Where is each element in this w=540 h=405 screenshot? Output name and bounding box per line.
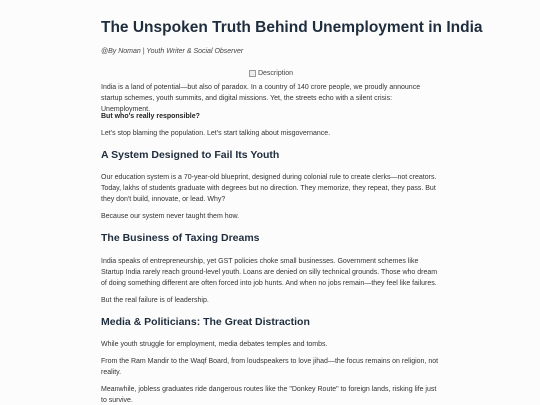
section-paragraph: From the Ram Mandir to the Waqf Board, from loudspeakers to love jihad—the focus remains on religion, not reality.: [101, 358, 439, 376]
image-alt-text: Description: [257, 70, 293, 77]
section-heading: The Business of Taxing Dreams: [101, 232, 260, 244]
section-paragraph: India speaks of entrepreneurship, yet GST policies choke small businesses. Government schemes like Startup India rarely reach ground-level youth. Loans are denied on silly technical grounds. Those who dream of doing something different are often forced into job hunts. And when no jobs remain—they feel like failures.: [101, 258, 438, 287]
question-paragraph: But who's really responsible?: [101, 113, 200, 120]
section-heading: Media & Politicians: The Great Distraction: [101, 316, 310, 328]
section-paragraph: While youth struggle for employment, media debates temples and tombs.: [101, 341, 328, 348]
intro-close-paragraph: Let's stop blaming the population. Let's start talking about misgovernance.: [101, 130, 331, 137]
intro-paragraph: India is a land of potential—but also of paradox. In a country of 140 crore people, we proudly announce startup schemes, youth summits, and digital missions. Yet, the streets echo with a silent crisis: Unemployment.: [101, 84, 421, 113]
section-paragraph: Meanwhile, jobless graduates ride dangerous routes like the "Donkey Route" to foreign lands, risking life just to survive.: [101, 386, 437, 404]
broken-image-icon: [249, 70, 256, 77]
section-paragraph: Our education system is a 70-year-old blueprint, designed during colonial rule to create clerks—not creators. Today, lakhs of students graduate with degrees but no direction. They memorize, they repeat, they pass. But they don't build, innovate, or lead. Why?: [101, 174, 437, 203]
article-byline: @By Noman | Youth Writer & Social Observer: [101, 48, 244, 55]
section-paragraph: But the real failure is of leadership.: [101, 297, 209, 304]
section-heading: A System Designed to Fail Its Youth: [101, 149, 280, 161]
article-title: The Unspoken Truth Behind Unemployment in India: [101, 19, 483, 36]
section-paragraph: Because our system never taught them how.: [101, 213, 240, 220]
broken-image: [249, 70, 293, 77]
article-image: [101, 64, 441, 82]
